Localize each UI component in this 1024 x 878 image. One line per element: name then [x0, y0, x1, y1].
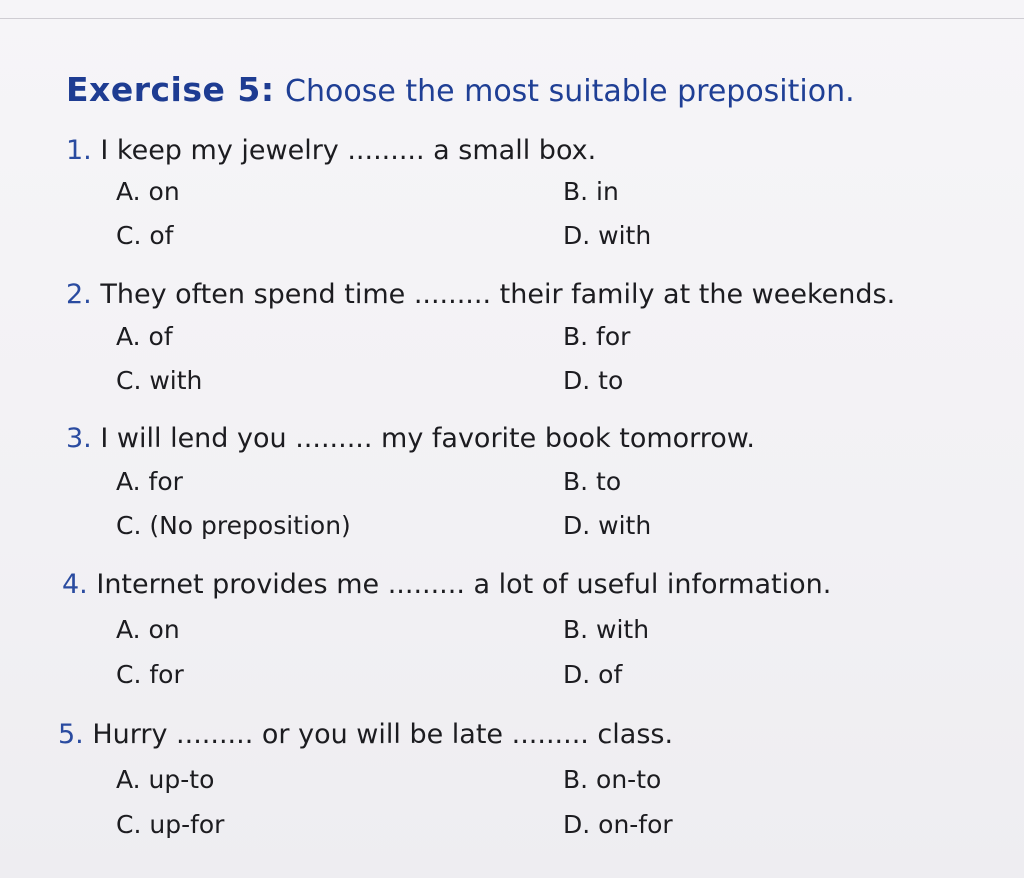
question-number: 2. [66, 279, 92, 310]
top-divider [0, 18, 1024, 19]
question-number: 3. [66, 423, 92, 454]
exercise-title [66, 70, 855, 112]
exercise-instruction: Choose the most suitable preposition. [285, 74, 855, 109]
option-4c[interactable]: C. for [116, 660, 184, 689]
question-5 [58, 718, 673, 752]
option-4a[interactable]: A. on [116, 615, 180, 644]
option-5d[interactable]: D. on-for [563, 810, 673, 839]
question-4 [62, 568, 831, 602]
option-5a[interactable]: A. up-to [116, 765, 215, 794]
option-1d[interactable]: D. with [563, 221, 652, 250]
option-2d[interactable]: D. to [563, 366, 624, 395]
question-1 [66, 134, 596, 168]
question-2 [66, 278, 895, 312]
option-5c[interactable]: C. up-for [116, 810, 225, 839]
question-text: Internet provides me ......... a lot of useful information. [96, 569, 832, 600]
question-number: 5. [58, 719, 84, 750]
question-3 [66, 422, 755, 456]
question-text: I will lend you ......... my favorite book tomorrow. [100, 423, 755, 454]
option-2c[interactable]: C. with [116, 366, 203, 395]
question-text: I keep my jewelry ......... a small box. [100, 135, 597, 166]
option-5b[interactable]: B. on-to [563, 765, 662, 794]
exercise-label: Exercise 5: [66, 70, 275, 109]
question-number: 4. [62, 569, 88, 600]
option-4b[interactable]: B. with [563, 615, 650, 644]
question-number: 1. [66, 135, 92, 166]
option-1b[interactable]: B. in [563, 177, 619, 206]
option-3a[interactable]: A. for [116, 467, 183, 496]
option-3d[interactable]: D. with [563, 511, 652, 540]
option-4d[interactable]: D. of [563, 660, 623, 689]
option-2b[interactable]: B. for [563, 322, 631, 351]
option-2a[interactable]: A. of [116, 322, 173, 351]
option-1a[interactable]: A. on [116, 177, 180, 206]
option-1c[interactable]: C. of [116, 221, 174, 250]
option-3c[interactable]: C. (No preposition) [116, 511, 351, 540]
question-text: Hurry ......... or you will be late ......... class. [92, 719, 674, 750]
question-text: They often spend time ......... their family at the weekends. [100, 279, 896, 310]
option-3b[interactable]: B. to [563, 467, 622, 496]
